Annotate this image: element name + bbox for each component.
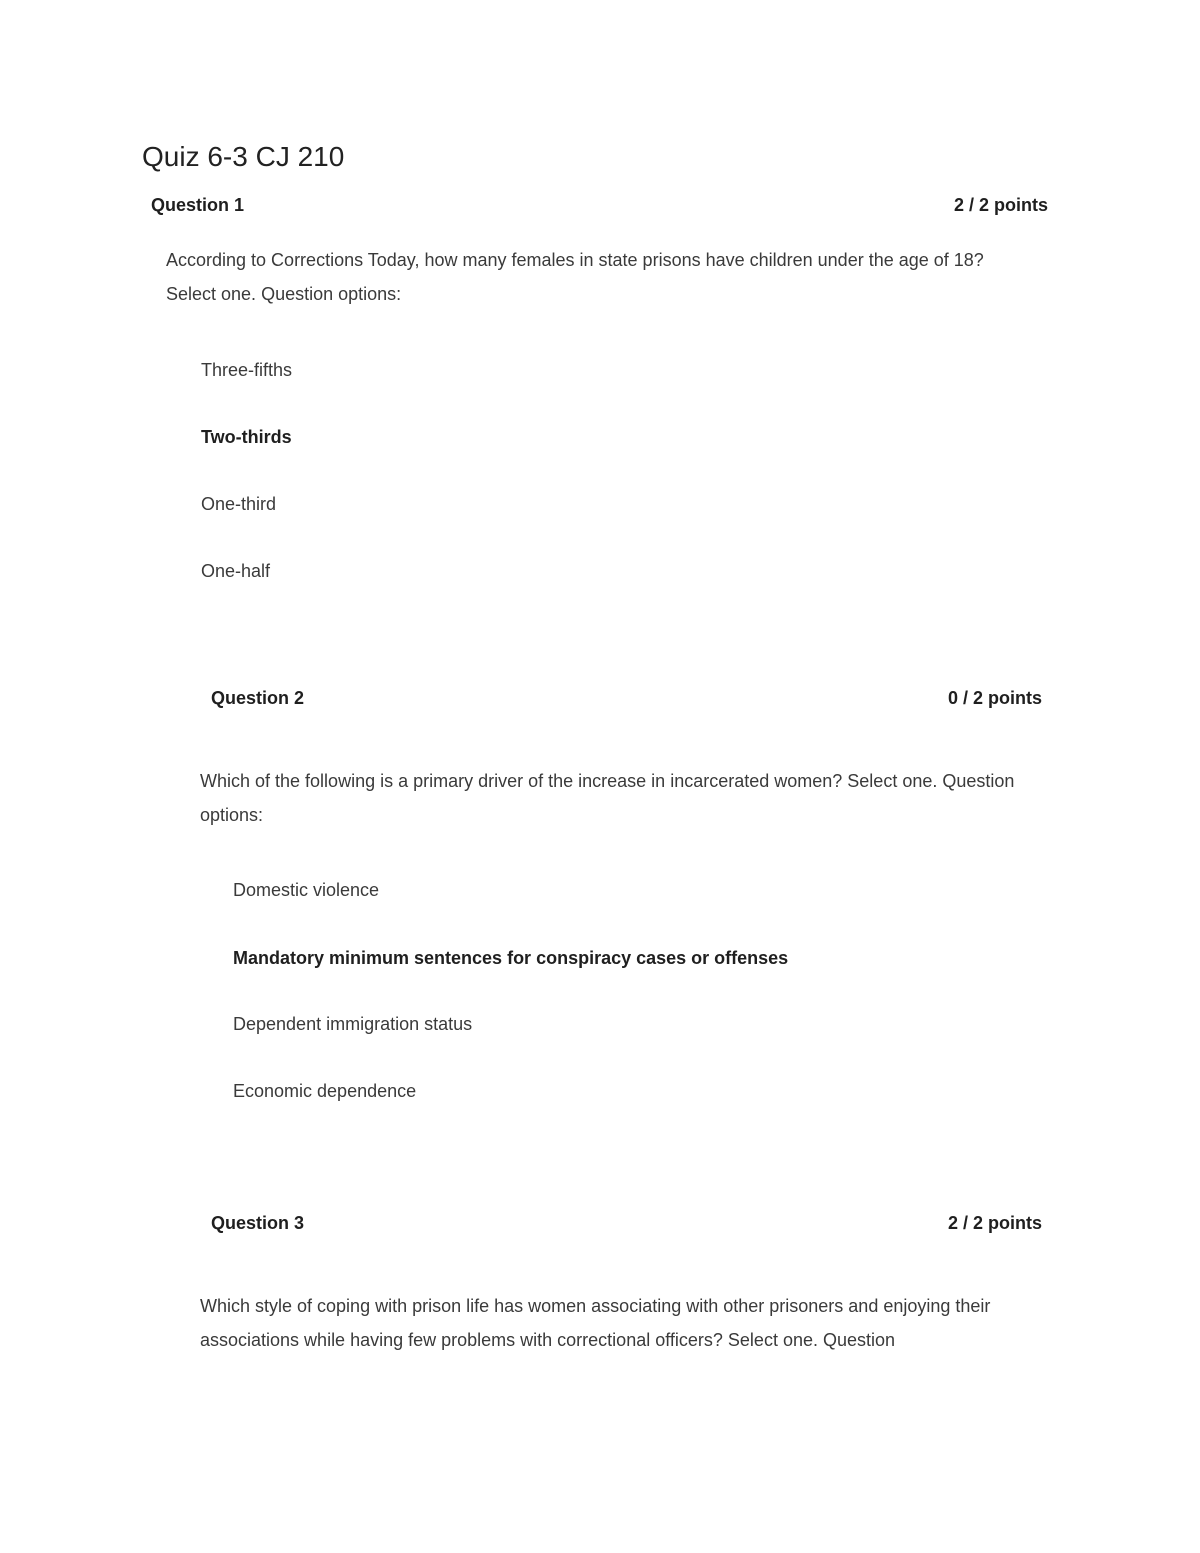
option-three-fifths[interactable]: Three-fifths [201, 360, 293, 380]
question-points: 0 / 2 points [947, 688, 1042, 708]
question-label: Question 1 [151, 195, 245, 215]
question-text: Which style of coping with prison life has women associating with other prisoners and enjoying their associations while having few problems with correctional officers? Select one. Question [200, 1296, 991, 1350]
question-points: 2 / 2 points [947, 1213, 1042, 1233]
question-text: Which of the following is a primary driver of the increase in incarcerated women? Select one. Question options: [200, 771, 1015, 825]
option-mandatory-minimum[interactable]: Mandatory minimum sentences for conspiracy cases or offenses [233, 948, 789, 968]
option-one-half[interactable]: One-half [201, 561, 271, 581]
question-label: Question 3 [211, 1213, 305, 1233]
option-two-thirds[interactable]: Two-thirds [201, 427, 292, 447]
question-points: 2 / 2 points [953, 195, 1048, 215]
option-one-third[interactable]: One-third [201, 494, 277, 514]
question-label: Question 2 [211, 688, 305, 708]
page-title: Quiz 6-3 CJ 210 [142, 141, 345, 172]
question-text: According to Corrections Today, how many females in state prisons have children under the age of 18? Select one. Question options: [166, 250, 984, 304]
option-economic-dependence[interactable]: Economic dependence [233, 1081, 417, 1101]
option-domestic-violence[interactable]: Domestic violence [233, 880, 380, 900]
option-dependent-immigration[interactable]: Dependent immigration status [233, 1014, 473, 1034]
